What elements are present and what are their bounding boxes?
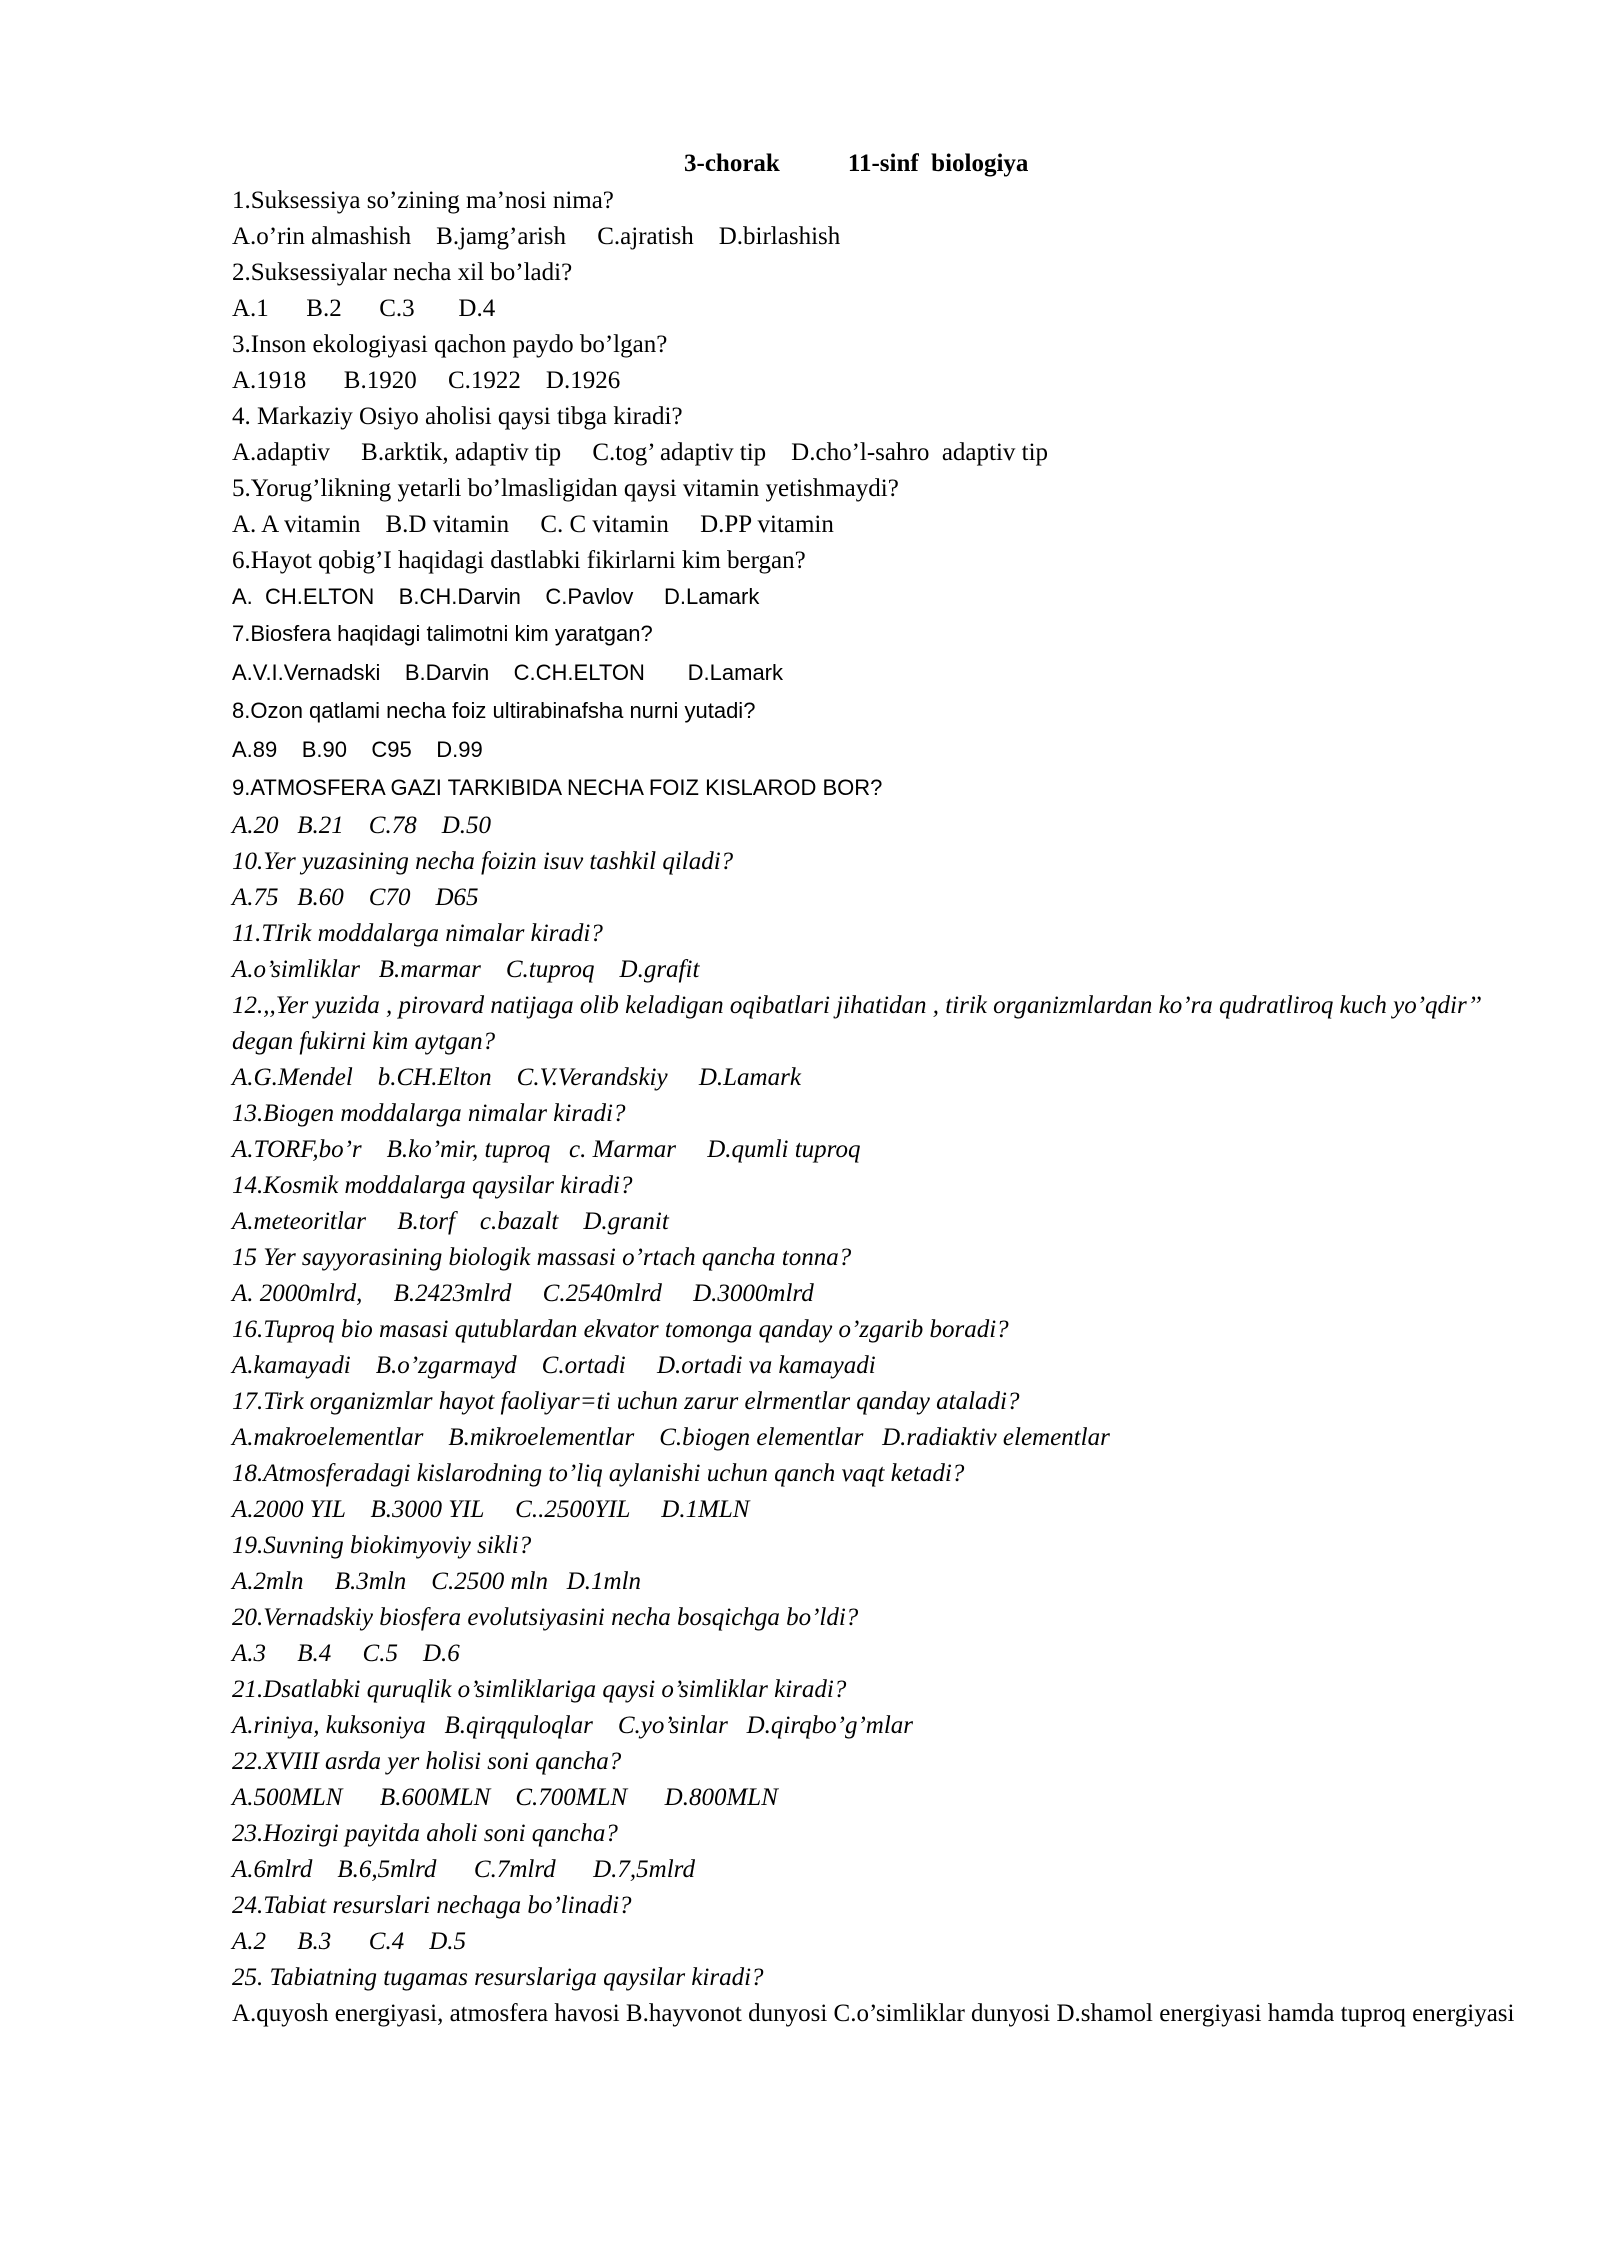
answer-line: A.3 B.4 C.5 D.6 [232, 1639, 460, 1667]
question-line: 5.Yorug’likning yetarli bo’lmasligidan qaysi vitamin yetishmaydi? [232, 475, 899, 502]
question-line: 22.XVIII asrda yer holisi soni qancha? [232, 1747, 622, 1775]
answer-line: A.o’simliklar B.marmar C.tuproq D.grafit [232, 955, 700, 983]
answer-line: A.6mlrd B.6,5mlrd C.7mlrd D.7,5mlrd [232, 1855, 695, 1883]
title-quarter: 3-chorak [684, 150, 780, 177]
question-line: 8.Ozon qatlami necha foiz ultirabinafsha nurni yutadi? [232, 698, 756, 723]
question-line: 2.Suksessiyalar necha xil bo’ladi? [232, 259, 573, 286]
question-line: 18.Atmosferadagi kislarodning to’liq aylanishi uchun qanch vaqt ketadi? [232, 1459, 965, 1487]
question-line: 9.ATMOSFERA GAZI TARKIBIDA NECHA FOIZ KISLAROD BOR? [232, 775, 883, 800]
answer-line: A.G.Mendel b.CH.Elton C.V.Verandskiy D.Lamark [232, 1063, 801, 1091]
answer-line: A.adaptiv B.arktik, adaptiv tip C.tog’ adaptiv tip D.cho’l-sahro adaptiv tip [232, 439, 1049, 466]
question-line: 16.Tuproq bio masasi qutublardan ekvator tomonga qanday o’zgarib boradi? [232, 1315, 1009, 1343]
answer-line: A.2mln B.3mln C.2500 mln D.1mln [232, 1567, 642, 1595]
answer-line: A.1918 B.1920 C.1922 D.1926 [232, 367, 621, 394]
document-page [232, 145, 1522, 2032]
question-line: 1.Suksessiya so’zining ma’nosi nima? [232, 187, 614, 214]
answer-line: A.V.I.Vernadski B.Darvin C.CH.ELTON D.Lamark [232, 659, 783, 685]
question-line: 11.TIrik moddalarga nimalar kiradi? [232, 919, 603, 947]
question-line: 3.Inson ekologiyasi qachon paydo bo’lgan? [232, 331, 668, 358]
question-line: 17.Tirk organizmlar hayot faoliyar=ti uchun zarur elrmentlar qanday ataladi? [232, 1387, 1020, 1415]
answer-line: A.riniya, kuksoniya B.qirqquloqlar C.yo’sinlar D.qirqbo’g’mlar [232, 1711, 913, 1739]
question-line: 13.Biogen moddalarga nimalar kiradi? [232, 1099, 626, 1127]
question-line: 12.,,Yer yuzida , pirovard natijaga olib keladigan oqibatlari jihatidan , tirik organizmlardan ko’ra qudratliroq kuch yo’qdir’’ degan fukirni kim aytgan? [232, 991, 1479, 1055]
answer-line: A. A vitamin B.D vitamin C. C vitamin D.PP vitamin [232, 511, 834, 538]
answer-line: A.1 B.2 C.3 D.4 [232, 295, 496, 322]
answer-line: A.kamayadi B.o’zgarmayd C.ortadi D.ortadi va kamayadi [232, 1351, 876, 1379]
question-line: 14.Kosmik moddalarga qaysilar kiradi? [232, 1171, 633, 1199]
question-line: 23.Hozirgi payitda aholi soni qancha? [232, 1819, 618, 1847]
question-line: 7.Biosfera haqidagi talimotni kim yaratgan? [232, 621, 653, 646]
question-line: 15 Yer sayyorasining biologik massasi o’rtach qancha tonna? [232, 1243, 852, 1271]
answer-line: A.2 B.3 C.4 D.5 [232, 1927, 467, 1955]
answer-line: A.makroelementlar B.mikroelementlar C.biogen elementlar D.radiaktiv elementlar [232, 1423, 1110, 1451]
document-title [684, 145, 1522, 183]
question-line: 10.Yer yuzasining necha foizin isuv tashkil qiladi? [232, 847, 734, 875]
answer-line: A. CH.ELTON B.CH.Darvin C.Pavlov D.Lamark [232, 584, 760, 609]
title-grade-subject: 11-sinf biologiya [847, 150, 1029, 177]
answer-line: A.75 B.60 C70 D65 [232, 883, 479, 911]
question-line: 19.Suvning biokimyoviy sikli? [232, 1531, 532, 1559]
answer-line: A.2000 YIL B.3000 YIL C..2500YIL D.1MLN [232, 1495, 750, 1523]
answer-line: A. 2000mlrd, B.2423mlrd C.2540mlrd D.3000mlrd [232, 1279, 814, 1307]
answer-line: A.meteoritlar B.torf c.bazalt D.granit [232, 1207, 669, 1235]
question-line: 21.Dsatlabki quruqlik o’simliklariga qaysi o’simliklar kiradi? [232, 1675, 847, 1703]
question-line: 6.Hayot qobig’I haqidagi dastlabki fikirlarni kim bergan? [232, 547, 806, 574]
answer-line: A.89 B.90 C95 D.99 [232, 736, 483, 762]
answer-line: A.500MLN B.600MLN C.700MLN D.800MLN [232, 1783, 778, 1811]
answer-line: A.TORF,bo’r B.ko’mir, tuproq c. Marmar D.qumli tuproq [232, 1135, 861, 1163]
answer-line: A.quyosh energiyasi, atmosfera havosi B.hayvonot dunyosi C.o’simliklar dunyosi D.shamol energiyasi hamda tuproq energiyasi [232, 1999, 1515, 2027]
answer-line: A.o’rin almashish B.jamg’arish C.ajratish D.birlashish [232, 223, 841, 250]
answer-line: A.20 B.21 C.78 D.50 [232, 811, 492, 839]
question-line: 25. Tabiatning tugamas resurslariga qaysilar kiradi? [232, 1963, 764, 1991]
question-line: 20.Vernadskiy biosfera evolutsiyasini necha bosqichga bo’ldi? [232, 1603, 859, 1631]
question-line: 24.Tabiat resurslari nechaga bo’linadi? [232, 1891, 632, 1919]
question-line: 4. Markaziy Osiyo aholisi qaysi tibga kiradi? [232, 403, 683, 430]
